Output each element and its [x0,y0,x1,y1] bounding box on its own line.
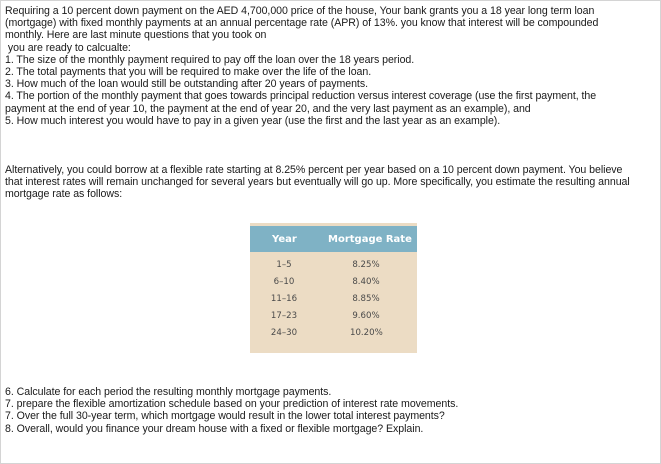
table-row [250,260,417,276]
cell-year: 6–10 [273,277,295,287]
text-line: Requiring a 10 percent down payment on the AED 4,700,000 price of the house, Your bank grants you a 18 year long term loan [5,5,595,17]
table-header [250,226,417,252]
cell-year: 11–16 [270,294,298,304]
intro-paragraph [5,5,655,127]
question-2: 2. The total payments that you will be required to make over the life of the loan. [5,66,372,79]
alternative-paragraph [5,164,655,201]
cell-rate: 9.60% [352,311,380,321]
question-4-cont: payment at the end of year 10, the payment at the end of year 20, and the very last payment as an example), and [5,102,531,115]
question-1: 1. The size of the monthly payment required to pay off the loan over the 18 years period. [5,53,415,66]
text-line: you are ready to calcualte: [5,41,131,54]
question-7b: 7. Over the full 30-year term, which mortgage would result in the lower total interest payments? [5,410,445,423]
table-row [250,328,417,344]
text-line: that interest rates will remain unchanged for several years but eventually will go up. More specifically, you estimate the resulting annual [5,176,630,189]
questions-list [5,386,655,435]
question-4: 4. The portion of the monthly payment that goes towards principal reduction versus interest coverage (use the first payment, the [5,90,597,103]
cell-year: 24–30 [270,328,298,338]
table-row [250,277,417,293]
header-year: Year [272,234,297,245]
text-line: mortgage rate as follows: [5,188,123,201]
text-line: Alternatively, you could borrow at a flexible rate starting at 8.25% percent per year based on a 10 percent down payment. You believe [5,164,623,176]
cell-rate: 8.40% [352,277,380,287]
table-row [250,311,417,327]
cell-rate: 8.85% [352,294,380,304]
question-8: 8. Overall, would you finance your dream house with a fixed or flexible mortgage? Explain. [5,422,424,435]
text-line: (mortgage) with fixed monthly payments at an annual percentage rate (APR) of 13%. you know that interest will be compounded [5,17,599,30]
cell-year: 17–23 [270,311,298,321]
cell-rate: 8.25% [352,260,380,270]
mortgage-rate-table [250,223,417,353]
question-6: 6. Calculate for each period the resulting monthly mortgage payments. [5,386,332,398]
question-3: 3. How much of the loan would still be outstanding after 20 years of payments. [5,78,368,91]
question-5: 5. How much interest you would have to pay in a given year (use the first and the last year as an example). [5,114,501,127]
question-7a: 7. prepare the flexible amortization schedule based on your prediction of interest rate movements. [5,398,459,411]
cell-year: 1–5 [276,260,292,270]
table-row [250,294,417,310]
text-line: monthly. Here are last minute questions that you took on [5,29,267,42]
header-mortgage-rate: Mortgage Rate [328,234,412,245]
cell-rate: 10.20% [350,328,383,338]
